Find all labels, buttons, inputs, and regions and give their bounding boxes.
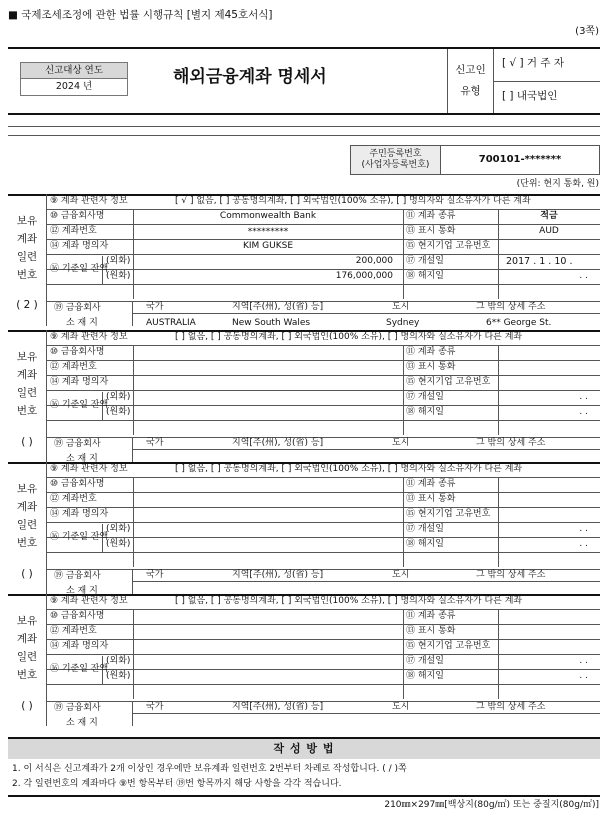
side-label: 보유: [16, 615, 38, 627]
city-label: 도시: [392, 570, 410, 580]
filer-type-label: 신고인: [455, 64, 486, 76]
account-serial-number: ( ): [21, 568, 33, 580]
instructions-header: [8, 737, 600, 759]
city-label: 도시: [392, 302, 410, 312]
side-label: 번호: [16, 269, 38, 281]
closed-date-value: . .: [579, 539, 588, 549]
account-number-label: ⑫ 계좌번호: [50, 362, 97, 372]
account-number-value: *********: [247, 227, 289, 237]
instruction-item-2: 2. 각 일련번호의 계좌마다 ⑨번 항목부터 ⑲번 항목까지 해당 사항을 각각 적습니다.: [12, 779, 342, 789]
account-block-1: [8, 194, 600, 326]
relation-checkboxes: [ √ ] 없음, [ ] 공동명의계좌, [ ] 외국법인(100% 소유), [ ] 명의자와 실소유자가 다른 계좌: [175, 196, 531, 206]
account-holder-label: ⑭ 계좌 명의자: [50, 641, 109, 651]
account-serial-number: ( 2 ): [16, 299, 38, 311]
report-year: 2024 년: [55, 81, 93, 92]
account-block-3: [8, 462, 600, 594]
filer-type-corp-checkbox[interactable]: [ ] 내국법인: [502, 90, 558, 102]
country-label: 국가: [146, 438, 164, 448]
opened-date-label: ⑰ 개설일: [406, 392, 444, 402]
id-label: 주민등록번호: [369, 149, 422, 159]
closed-date-label: ⑱ 해지일: [406, 539, 444, 549]
account-number-label: ⑫ 계좌번호: [50, 626, 97, 636]
account-serial-number: ( ): [21, 700, 33, 712]
side-label: 일련: [16, 387, 38, 399]
closed-date-value: . .: [579, 271, 588, 281]
foreign-currency-label: (외화): [106, 656, 131, 666]
side-label: 계좌: [16, 369, 38, 381]
won-label: (원화): [106, 271, 131, 281]
corp-id-label: ⑮ 현지기업 고유번호: [406, 241, 491, 251]
balance-label: ⑯ 기준일 잔액: [50, 532, 109, 542]
side-label: 일련: [16, 651, 38, 663]
location-label-sub: 소 재 지: [66, 718, 98, 728]
page-count: (3쪽): [575, 26, 599, 37]
location-label-sub: 소 재 지: [66, 318, 98, 328]
institution-name-value: Commonwealth Bank: [219, 211, 317, 221]
won-label: (원화): [106, 539, 131, 549]
currency-label: ⑬ 표시 통화: [406, 226, 456, 236]
institution-name-label: ⑩ 금융회사명: [50, 211, 105, 221]
side-label: 일련: [16, 519, 38, 531]
currency-value: AUD: [539, 226, 559, 236]
institution-name-label: ⑩ 금융회사명: [50, 347, 105, 357]
side-label: 계좌: [16, 633, 38, 645]
currency-label: ⑬ 표시 통화: [406, 362, 456, 372]
detail-address-label: 그 밖의 상세 주소: [476, 702, 546, 712]
side-label: 보유: [16, 215, 38, 227]
country-label: 국가: [146, 702, 164, 712]
side-label: 보유: [16, 483, 38, 495]
page-title: 해외금융계좌 명세서: [173, 67, 327, 87]
institution-name-label: ⑩ 금융회사명: [50, 611, 105, 621]
account-block-2: [8, 330, 600, 462]
region-label: 지역[주(州), 성(省) 등]: [232, 570, 324, 580]
detail-address-label: 그 밖의 상세 주소: [476, 302, 546, 312]
side-label: 일련: [16, 251, 38, 263]
balance-label: ⑯ 기준일 잔액: [50, 664, 109, 674]
relation-checkboxes: [ ] 없음, [ ] 공동명의계좌, [ ] 외국법인(100% 소유), [ ] 명의자와 실소유자가 다른 계좌: [175, 596, 523, 606]
region-label: 지역[주(州), 성(省) 등]: [232, 302, 324, 312]
corp-id-label: ⑮ 현지기업 고유번호: [406, 377, 491, 387]
balance-foreign-value: 200,000: [355, 256, 393, 266]
relation-checkboxes: [ ] 없음, [ ] 공동명의계좌, [ ] 외국법인(100% 소유), [ ] 명의자와 실소유자가 다른 계좌: [175, 464, 523, 474]
opened-date-label: ⑰ 개설일: [406, 656, 444, 666]
account-number-label: ⑫ 계좌번호: [50, 494, 97, 504]
location-label: ⑲ 금융회사: [54, 703, 101, 713]
unit-note: (단위: 현지 통화, 원): [516, 179, 599, 189]
relation-label: ⑨ 계좌 관련자 정보: [50, 596, 128, 606]
closed-date-label: ⑱ 해지일: [406, 407, 444, 417]
closed-date-value: . .: [579, 671, 588, 681]
form-reference: ■ 국제조세조정에 관한 법률 시행규칙 [별지 제45호서식]: [8, 9, 273, 21]
country-label: 국가: [146, 302, 164, 312]
side-label: 계좌: [16, 501, 38, 513]
detail-address-value: 6** George St.: [486, 318, 552, 328]
account-holder-value: KIM GUKSE: [242, 241, 294, 251]
location-label-sub: 소 재 지: [66, 586, 98, 596]
opened-date-label: ⑰ 개설일: [406, 256, 444, 266]
detail-address-label: 그 밖의 상세 주소: [476, 438, 546, 448]
side-label: 계좌: [16, 233, 38, 245]
institution-name-label: ⑩ 금융회사명: [50, 479, 105, 489]
foreign-currency-label: (외화): [106, 524, 131, 534]
account-holder-label: ⑭ 계좌 명의자: [50, 509, 109, 519]
filer-type-resident-checkbox[interactable]: [ √ ] 거 주 자: [502, 57, 565, 69]
currency-label: ⑬ 표시 통화: [406, 494, 456, 504]
account-type-label: ⑪ 계좌 종류: [406, 479, 456, 489]
instruction-item-1: 1. 이 서식은 신고계좌가 2개 이상인 경우에만 보유계좌 일련번호 2번부터 차례로 작성합니다. ( / )쪽: [12, 764, 407, 774]
detail-address-label: 그 밖의 상세 주소: [476, 570, 546, 580]
side-label: 보유: [16, 351, 38, 363]
location-label: ⑲ 금융회사: [54, 303, 101, 313]
relation-checkboxes: [ ] 없음, [ ] 공동명의계좌, [ ] 외국법인(100% 소유), [ ] 명의자와 실소유자가 다른 계좌: [175, 332, 523, 342]
opened-date-value: 2017 . 1 . 10 .: [506, 256, 573, 267]
country-value: AUSTRALIA: [146, 318, 196, 328]
foreign-currency-label: (외화): [106, 392, 131, 402]
side-label: 번호: [16, 669, 38, 681]
side-label: 번호: [16, 405, 38, 417]
title-box: 신고대상 연도 2024 년 해외금융계좌 명세서 신고인 유형 [ √ ] 거 주 자 [ ] 내국법인: [8, 47, 600, 115]
account-type-value: 적금: [540, 211, 558, 221]
city-value: Sydney: [386, 318, 420, 328]
account-type-label: ⑪ 계좌 종류: [406, 347, 456, 357]
foreign-currency-label: (외화): [106, 256, 131, 266]
account-type-label: ⑪ 계좌 종류: [406, 611, 456, 621]
balance-label: ⑯ 기준일 잔액: [50, 400, 109, 410]
location-label-sub: 소 재 지: [66, 454, 98, 464]
id-number: 700101-*******: [478, 154, 562, 165]
city-label: 도시: [392, 702, 410, 712]
account-type-label: ⑪ 계좌 종류: [406, 211, 456, 221]
opened-date-label: ⑰ 개설일: [406, 524, 444, 534]
side-label: 번호: [16, 537, 38, 549]
closed-date-label: ⑱ 해지일: [406, 271, 444, 281]
relation-label: ⑨ 계좌 관련자 정보: [50, 196, 128, 206]
balance-won-value: 176,000,000: [335, 271, 393, 281]
account-holder-label: ⑭ 계좌 명의자: [50, 377, 109, 387]
account-number-label: ⑫ 계좌번호: [50, 226, 97, 236]
account-holder-label: ⑭ 계좌 명의자: [50, 241, 109, 251]
paper-spec: 210㎜×297㎜[백상지(80g/㎡) 또는 중질지(80g/㎡)]: [384, 800, 599, 810]
account-serial-number: ( ): [21, 436, 33, 448]
region-label: 지역[주(州), 성(省) 등]: [232, 438, 324, 448]
opened-date-value: . .: [579, 656, 588, 666]
region-value: New South Wales: [232, 318, 311, 328]
balance-label: ⑯ 기준일 잔액: [50, 264, 109, 274]
city-label: 도시: [392, 438, 410, 448]
location-label: ⑲ 금융회사: [54, 571, 101, 581]
corp-id-label: ⑮ 현지기업 고유번호: [406, 509, 491, 519]
account-block-4: [8, 594, 600, 726]
opened-date-value: . .: [579, 392, 588, 402]
id-box: 주민등록번호 (사업자등록번호) 700101-*******: [350, 145, 600, 175]
won-label: (원화): [106, 407, 131, 417]
instructions-title: 작 성 방 법: [273, 742, 335, 755]
region-label: 지역[주(州), 성(省) 등]: [232, 702, 324, 712]
relation-label: ⑨ 계좌 관련자 정보: [50, 464, 128, 474]
opened-date-value: . .: [579, 524, 588, 534]
country-label: 국가: [146, 570, 164, 580]
closed-date-value: . .: [579, 407, 588, 417]
corp-id-label: ⑮ 현지기업 고유번호: [406, 641, 491, 651]
won-label: (원화): [106, 671, 131, 681]
closed-date-label: ⑱ 해지일: [406, 671, 444, 681]
relation-label: ⑨ 계좌 관련자 정보: [50, 332, 128, 342]
year-label-box: 신고대상 연도: [20, 62, 128, 79]
year-value-box: [20, 79, 128, 96]
location-label: ⑲ 금융회사: [54, 439, 101, 449]
currency-label: ⑬ 표시 통화: [406, 626, 456, 636]
